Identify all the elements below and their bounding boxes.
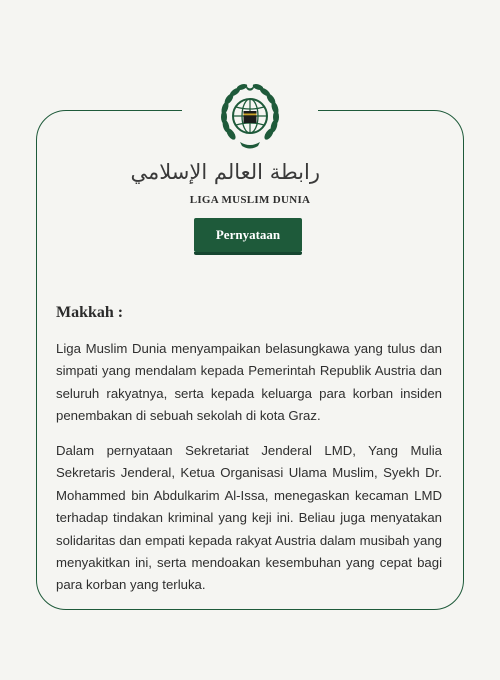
org-name-latin: LIGA MUSLIM DUNIA <box>189 194 311 206</box>
statement-paragraph-2: Dalam pernyataan Sekretariat Jenderal LMD, Yang Mulia Sekretaris Jenderal, Ketua Organisasi Ulama Muslim, Syekh Dr. Mohammed bin Abdulkarim Al-Issa, menegaskan kecaman LMD terhadap tindakan kriminal yang keji ini. Beliau juga menyatakan solidaritas dan empati kepada rakyat Austria dalam musibah yang menyakitkan ini, serta mendoakan kesembuhan yang cepat bagi para korban yang terluka. <box>56 443 442 593</box>
org-name-arabic: رابطة العالم الإسلامي <box>130 160 320 184</box>
document-type-badge: Pernyataan <box>194 218 302 252</box>
statement-paragraph-1: Liga Muslim Dunia menyampaikan belasungkawa yang tulus dan simpati yang mendalam kepada Pemerintah Republik Austria dan seluruh rakyatnya, serta kepada keluarga para korban insiden penembakan di sebuah sekolah di kota Graz. <box>56 341 442 424</box>
mwl-logo-icon <box>210 80 290 152</box>
location-dateline: Makkah : <box>56 304 124 321</box>
